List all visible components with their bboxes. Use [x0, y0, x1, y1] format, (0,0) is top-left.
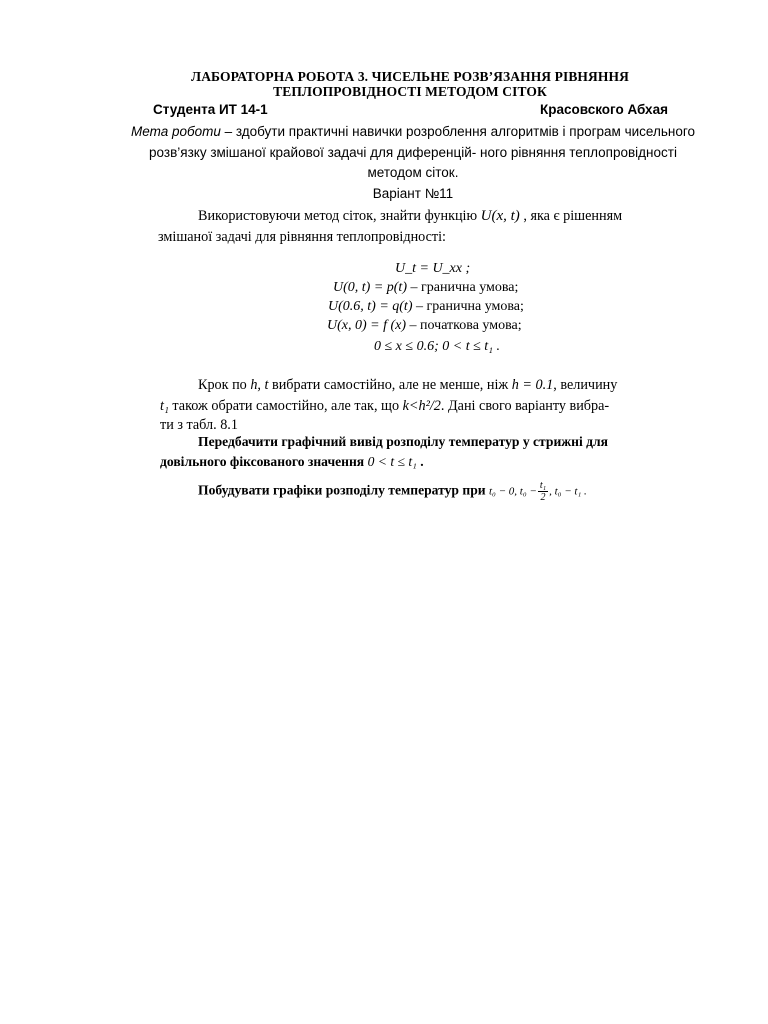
- graph-line-2-text: довільного фіксованого значення: [160, 454, 368, 469]
- goal-line-1-text: – здобути практичні навички розроблення алгоритмів і програм чисельного: [220, 124, 695, 139]
- step-text-b: вибрати самостійно, але не менше, ніж: [268, 377, 512, 393]
- step-text-e: . Дані свого варіанту вибра-: [440, 398, 610, 414]
- fraction-denominator: 2: [540, 492, 546, 503]
- equation-boundary-right: [328, 299, 524, 315]
- step-line-3: ти з табл. 8.1: [160, 417, 238, 433]
- goal-line-2: розв’язку змішаної крайової задачі для диференцій- ного рівняння теплопровідності: [149, 144, 677, 160]
- boundary-left-text: – гранична умова;: [407, 280, 519, 295]
- initial-text: – початкова умова;: [406, 318, 522, 333]
- document-title: [130, 69, 690, 99]
- student-group: Студента ИТ 14-1: [153, 102, 268, 117]
- goal-label: Мета роботи: [131, 124, 221, 139]
- task-intro-text: Використовуючи метод сіток, знайти функцію: [198, 208, 481, 224]
- step-vars: h, t: [250, 377, 269, 393]
- graph-line-3: [198, 480, 587, 503]
- initial-math: U(x, 0) = f (x): [327, 318, 407, 333]
- boundary-right-math: U(0.6, t) = q(t): [328, 299, 413, 314]
- equation-boundary-left: [333, 280, 518, 296]
- fraction-t1-over-2: [538, 480, 548, 503]
- graph-times-b: , t₀ − t₁ .: [549, 485, 587, 498]
- goal-line-3: методом сіток.: [367, 165, 459, 180]
- equation-heat: U_t = U_xx ;: [395, 261, 471, 276]
- fraction-numerator: t₁: [539, 480, 547, 491]
- step-line-1: [198, 375, 617, 395]
- equation-initial: [327, 318, 522, 334]
- variant-label: Варіант №11: [372, 185, 454, 201]
- graph-line-2: [160, 452, 424, 472]
- step-condition: k<h²/2: [402, 398, 441, 414]
- step-line-2: [160, 396, 609, 416]
- title-line-1: ЛАБОРАТОРНА РОБОТА 3. ЧИСЕЛЬНЕ РОЗВ’ЯЗАННЯ РІВНЯННЯ: [191, 69, 629, 84]
- graph-line-1: Передбачити графічний вивід розподілу температур у стрижні для: [198, 434, 609, 449]
- goal-paragraph: [108, 122, 718, 204]
- title-line-2: ТЕПЛОПРОВІДНОСТІ МЕТОДОМ СІТОК: [273, 84, 547, 99]
- step-h-value: h = 0.1: [511, 377, 554, 393]
- step-t1: t₁: [160, 398, 169, 414]
- step-text-d: також обрати самостійно, але так, що: [168, 398, 403, 414]
- boundary-left-math: U(0, t) = p(t): [333, 280, 407, 295]
- step-text-c: , величину: [553, 377, 618, 393]
- task-intro-line-1: [198, 206, 622, 226]
- goal-line-1: [108, 122, 718, 143]
- graph-line-3-text: Побудувати графіки розподілу температур при: [198, 482, 489, 498]
- equation-domain: 0 ≤ x ≤ 0.6; 0 < t ≤ t₁ .: [374, 339, 501, 354]
- graph-times-a: t₀ − 0, t₀ −: [488, 485, 537, 498]
- function-u-symbol: U(x, t): [480, 208, 520, 224]
- task-intro-text-end: , яка є рішенням: [519, 208, 623, 224]
- graph-line-2-end: .: [416, 454, 424, 469]
- graph-condition: 0 < t ≤ t₁: [367, 454, 417, 469]
- task-intro-line-2: змішаної задачі для рівняння теплопровідності:: [158, 229, 446, 245]
- step-text-a: Крок по: [198, 377, 251, 393]
- student-name: Красовского Абхая: [540, 102, 668, 117]
- boundary-right-text: – гранична умова;: [412, 299, 524, 314]
